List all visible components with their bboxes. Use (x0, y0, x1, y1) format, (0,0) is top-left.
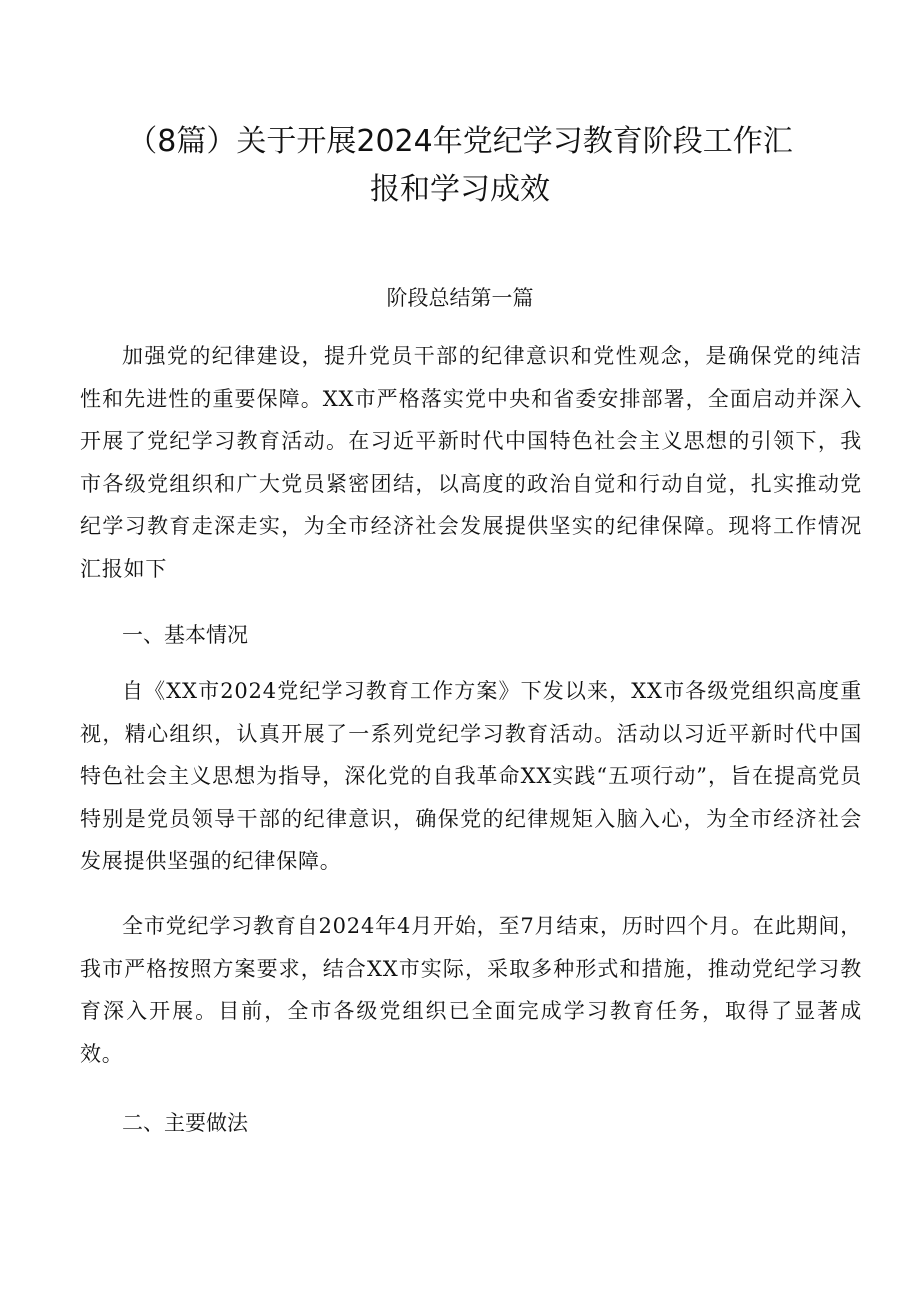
heading-main-practices: 二、主要做法 (122, 1111, 248, 1135)
title-line-1: （8篇）关于开展2024年党纪学习教育阶段工作汇 (127, 124, 793, 159)
paragraph-basic-2: 全市党纪学习教育自2024年4月开始，至7月结束，历时四个月。在此期间，我市严格按照方案要求，结合XX市实际，采取多种形式和措施，推动党纪学习教育深入开展。目前，全市各级党组织已全面完成学习教育任务，取得了显著成效。 (80, 914, 862, 1066)
document-title (90, 118, 830, 214)
paragraph-intro: 加强党的纪律建设，提升党员干部的纪律意识和党性观念，是确保党的纯洁性和先进性的重要保障。XX市严格落实党中央和省委安排部署，全面启动并深入开展了党纪学习教育活动。在习近平新时代中国特色社会主义思想的引领下，我市各级党组织和广大党员紧密团结，以高度的政治自觉和行动自觉，扎实推动党纪学习教育走深走实，为全市经济社会发展提供坚实的纪律保障。现将工作情况汇报如下 (80, 344, 862, 581)
heading-basic-situation: 一、基本情况 (122, 623, 248, 647)
title-line-2: 报和学习成效 (370, 172, 550, 207)
section-subtitle: 阶段总结第一篇 (386, 286, 534, 310)
paragraph-basic-1: 自《XX市2024党纪学习教育工作方案》下发以来，XX市各级党组织高度重视，精心组织，认真开展了一系列党纪学习教育活动。活动以习近平新时代中国特色社会主义思想为指导，深化党的自我革命XX实践“五项行动”，旨在提高党员特别是党员领导干部的纪律意识，确保党的纪律规矩入脑入心，为全市经济社会发展提供坚强的纪律保障。 (80, 679, 862, 873)
